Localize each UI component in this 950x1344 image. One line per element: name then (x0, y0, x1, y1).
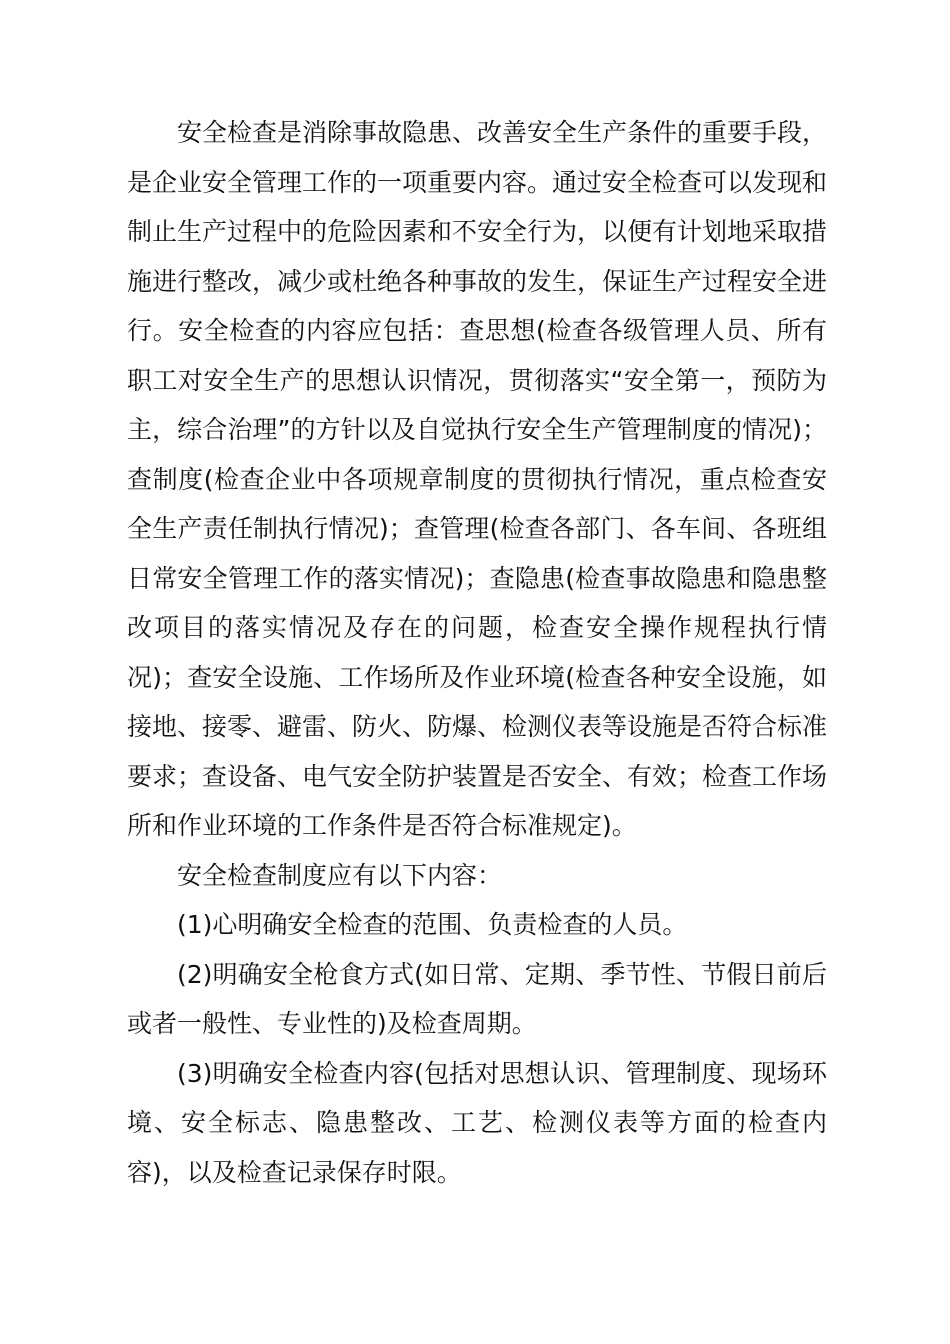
paragraph-system-contents-intro: 安全检查制度应有以下内容： (177, 860, 503, 890)
document-body (127, 108, 827, 1197)
paragraph-item-1: (1)心明确安全检查的范围、负责检查的人员。 (177, 910, 688, 939)
paragraph-item-2: (2)明确安全枪食方式(如日常、定期、季节性、节假日前后或者一般性、专业性的)及检查周期。 (127, 959, 827, 1038)
paragraph-item-3: (3)明确安全检查内容(包括对思想认识、管理制度、现场环境、安全标志、隐患整改、工艺、检测仪表等方面的检查内容)，以及检查记录保存时限。 (127, 1058, 827, 1187)
paragraph-safety-inspection-overview: 安全检查是消除事故隐患、改善安全生产条件的重要手段，是企业安全管理工作的一项重要内容。通过安全检查可以发现和制止生产过程中的危险因素和不安全行为，以便有计划地采取措施进行整改，减少或杜绝各种事故的发生，保证生产过程安全进行。安全检查的内容应包括：查思想(检查各级管理人员、所有职工对安全生产的思想认识情况，贯彻落实“安全第一，预防为主，综合治理”的方针以及自觉执行安全生产管理制度的情况)；查制度(检查企业中各项规章制度的贯彻执行情况，重点检查安全生产责任制执行情况)；查管理(检查各部门、各车间、各班组日常安全管理工作的落实情况)；查隐患(检查事故隐患和隐患整改项目的落实情况及存在的问题，检查安全操作规程执行情况)；查安全设施、工作场所及作业环境(检查各种安全设施，如接地、接零、避雷、防火、防爆、检测仪表等设施是否符合标准要求；查设备、电气安全防护装置是否安全、有效；检查工作场所和作业环境的工作条件是否符合标准规定)。 (127, 118, 828, 840)
